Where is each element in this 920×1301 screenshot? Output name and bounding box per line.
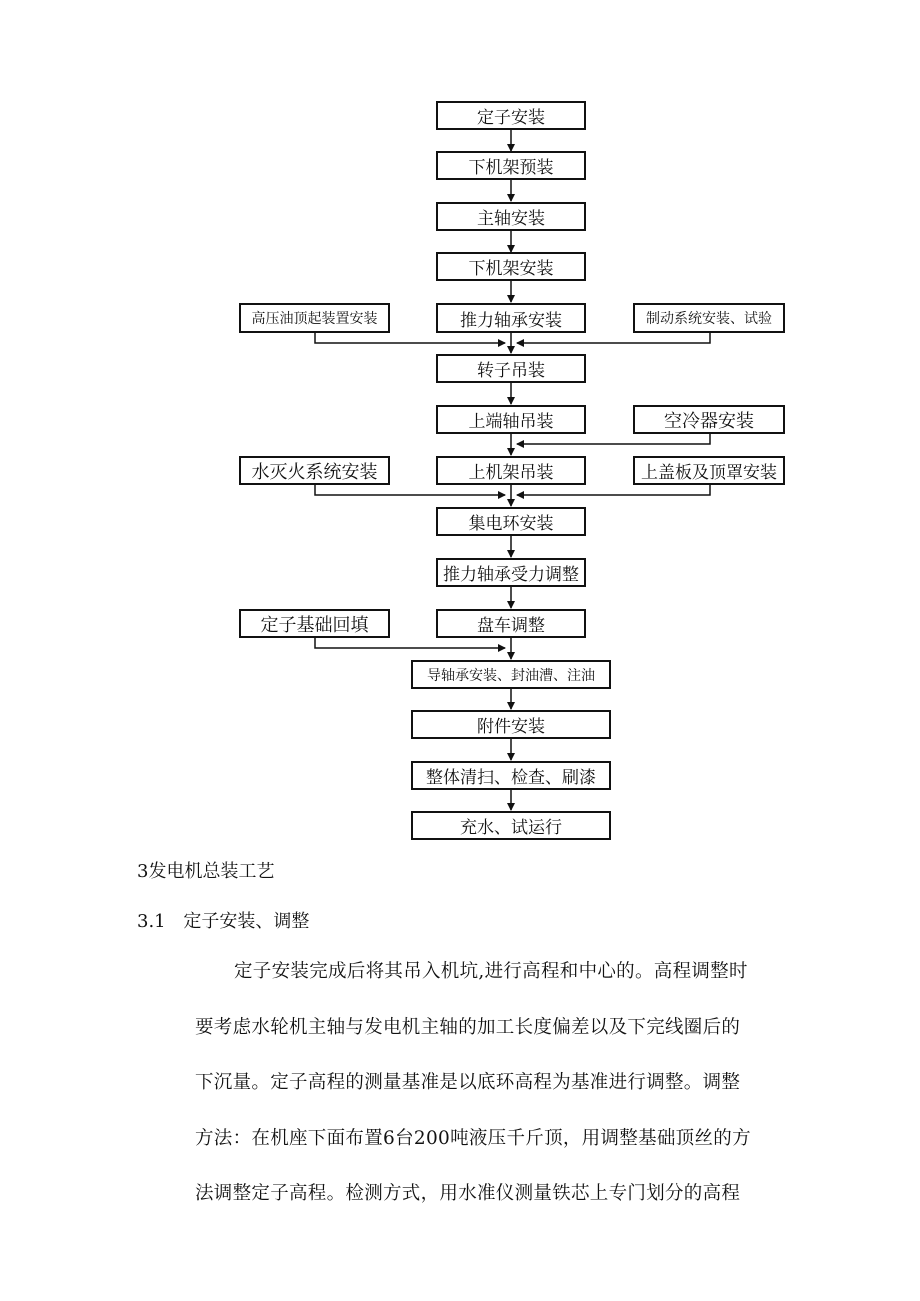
- flow-side-air-cooler: 空冷器安装: [633, 405, 785, 434]
- side-connector: [315, 638, 505, 648]
- flow-step-main-shaft-install: 主轴安装: [436, 202, 586, 231]
- subsection-heading: [137, 907, 309, 933]
- flow-side-water-fire-system: 水灭火系统安装: [239, 456, 390, 485]
- side-connector: [517, 333, 710, 343]
- flow-step-lower-frame-install: 下机架安装: [436, 252, 586, 281]
- subsection-title: 定子安装、调整: [183, 911, 310, 932]
- flow-step-thrust-load-adjust: 推力轴承受力调整: [436, 558, 586, 587]
- flow-side-hp-oil-lift: 高压油顶起装置安装: [239, 303, 390, 333]
- paragraph-line: 定子安装完成后将其吊入机坑,进行高程和中心的。高程调整时: [234, 961, 748, 982]
- flow-step-collector-ring-install: 集电环安装: [436, 507, 586, 536]
- flow-step-stator-install: 定子安装: [436, 101, 586, 130]
- side-connector: [315, 485, 505, 495]
- flow-side-top-cover: 上盖板及顶罩安装: [633, 456, 785, 485]
- side-connector: [517, 434, 710, 444]
- flow-side-stator-foundation-fill: 定子基础回填: [239, 609, 390, 638]
- flow-step-clean-inspect-paint: 整体清扫、检查、刷漆: [411, 761, 611, 790]
- side-connector: [315, 333, 505, 343]
- flow-step-accessories-install: 附件安装: [411, 710, 611, 739]
- section-heading: 3发电机总装工艺: [137, 861, 275, 882]
- paragraph-line: 方法：在机座下面布置6台200吨液压千斤顶，用调整基础顶丝的方: [195, 1128, 751, 1149]
- flow-step-turning-adjust: 盘车调整: [436, 609, 586, 638]
- flow-step-water-fill-trial-run: 充水、试运行: [411, 811, 611, 840]
- flow-step-lower-frame-preassembly: 下机架预装: [436, 151, 586, 180]
- paragraph-line: 法调整定子高程。检测方式，用水准仪测量铁芯上专门划分的高程: [195, 1183, 741, 1204]
- flow-step-upper-frame-lifting: 上机架吊装: [436, 456, 586, 485]
- side-connector: [517, 485, 710, 495]
- flow-step-guide-bearing-install: 导轴承安装、封油漕、注油: [411, 660, 611, 689]
- subsection-number: 3.1: [137, 911, 166, 932]
- paragraph-line: 要考虑水轮机主轴与发电机主轴的加工长度偏差以及下完线圈后的: [195, 1017, 741, 1038]
- flow-side-brake-system: 制动系统安装、试验: [633, 303, 785, 333]
- flow-step-thrust-bearing-install: 推力轴承安装: [436, 303, 586, 333]
- paragraph-line: 下沉量。定子高程的测量基准是以底环高程为基准进行调整。调整: [195, 1072, 741, 1093]
- flow-step-upper-shaft-lifting: 上端轴吊装: [436, 405, 586, 434]
- flow-step-rotor-lifting: 转子吊装: [436, 354, 586, 383]
